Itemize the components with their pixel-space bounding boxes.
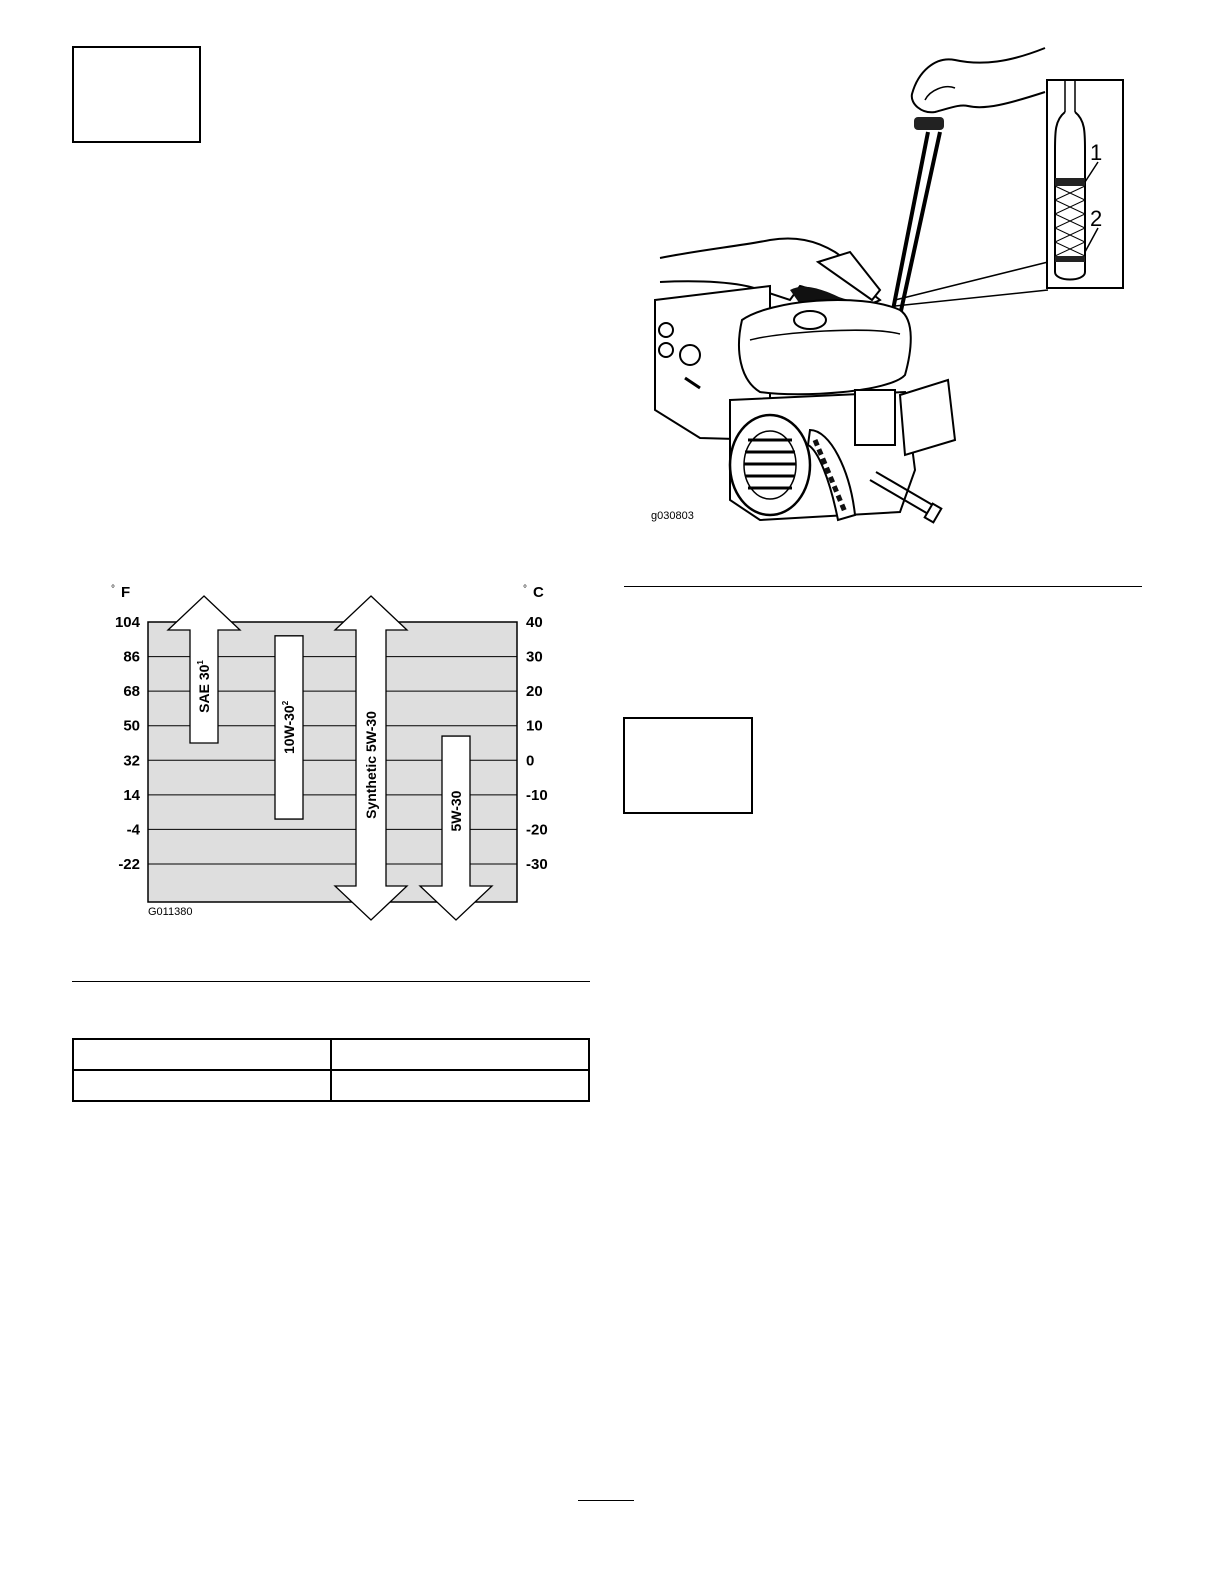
- series-label: [448, 790, 464, 831]
- unit-right-symbol: °: [523, 584, 527, 595]
- oil-viscosity-chart: [100, 575, 580, 930]
- series-label: [363, 711, 379, 819]
- tick-label-celsius: 0: [526, 752, 535, 770]
- tick-label-celsius: 10: [526, 717, 543, 735]
- tick-label-fahrenheit: -4: [126, 821, 140, 839]
- unit-left-symbol: °: [111, 584, 115, 595]
- tick-label-fahrenheit: 68: [123, 683, 140, 701]
- tick-label-celsius: -20: [526, 821, 548, 839]
- unit-left-label: F: [121, 584, 131, 601]
- table-row: [73, 1070, 589, 1101]
- callout-1: 1: [1090, 140, 1103, 165]
- table-row: [73, 1039, 589, 1070]
- table-cell: [331, 1039, 589, 1070]
- tick-label-celsius: 40: [526, 614, 543, 631]
- divider-right: [624, 586, 1142, 587]
- series-label: [281, 700, 297, 754]
- series-name: 10W-30: [281, 705, 297, 755]
- chart-figure-id: G011380: [148, 906, 193, 918]
- right-box: [623, 717, 753, 814]
- tick-label-fahrenheit: 14: [123, 786, 140, 804]
- table-cell: [73, 1039, 331, 1070]
- dipstick-icon: [891, 132, 940, 320]
- engine-figure-id: g030803: [651, 510, 694, 522]
- top-left-box: [72, 46, 201, 143]
- tick-label-celsius: 20: [526, 683, 543, 701]
- tick-label-fahrenheit: -22: [118, 856, 140, 873]
- callout-2: 2: [1090, 206, 1103, 231]
- tick-label-fahrenheit: 32: [123, 752, 140, 770]
- tick-label-celsius: 30: [526, 648, 543, 666]
- tick-label-fahrenheit: 104: [114, 614, 140, 631]
- divider-left: [72, 981, 590, 982]
- series-name: 5W-30: [448, 790, 464, 832]
- series-label: [196, 660, 212, 713]
- page-number-rule: [578, 1500, 634, 1501]
- tick-label-fahrenheit: 50: [123, 717, 140, 735]
- tick-label-celsius: -10: [526, 786, 548, 804]
- series-name: SAE 30: [196, 664, 212, 713]
- empty-table: [72, 1038, 590, 1102]
- table-cell: [331, 1070, 589, 1101]
- tick-label-fahrenheit: 86: [123, 648, 140, 666]
- unit-right-label: C: [533, 584, 544, 601]
- series-name: Synthetic 5W-30: [363, 711, 379, 819]
- hand-icon: [912, 48, 1045, 112]
- engine-oil-illustration: [620, 40, 1160, 540]
- tick-label-celsius: -30: [526, 856, 548, 873]
- series-superscript: 2: [281, 700, 290, 706]
- series-superscript: 1: [196, 660, 205, 665]
- table-cell: [73, 1070, 331, 1101]
